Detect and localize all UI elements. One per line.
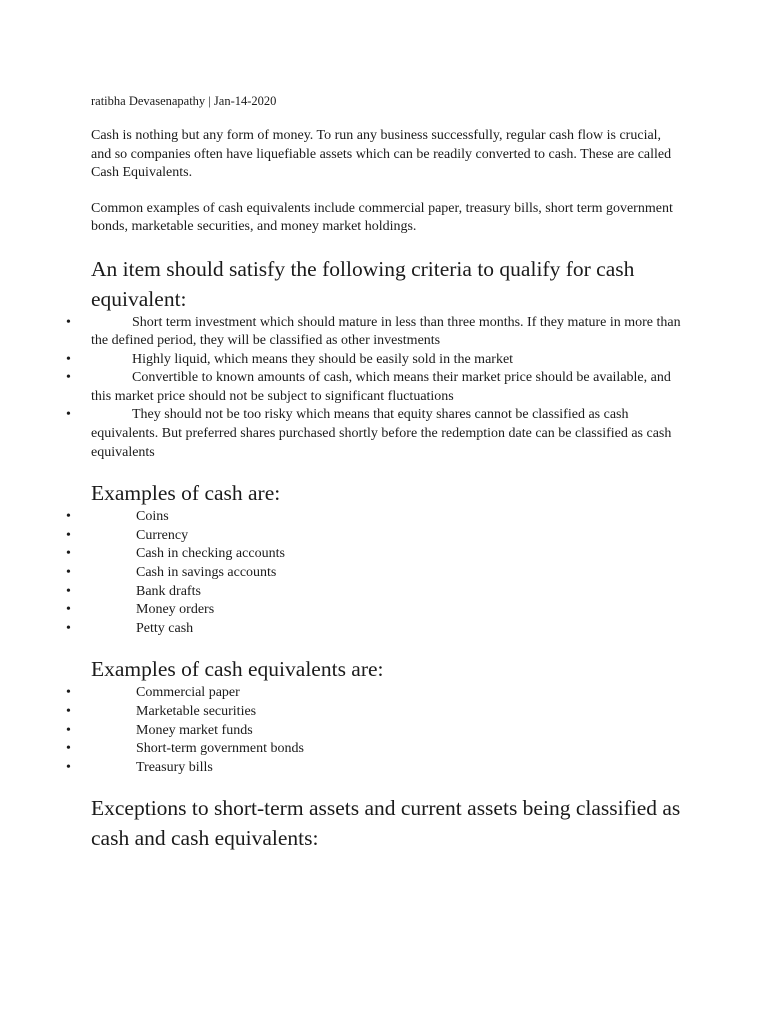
bullet-icon: • [66,759,71,775]
list-item-text: Money market funds [136,722,253,738]
cash-equivalents-list [66,684,681,777]
list-item [66,351,681,370]
list-item [66,406,681,462]
intro-paragraph-1: Cash is nothing but any form of money. To run any business successfully, regular cash flow is crucial, and so companies often have liquefiable assets which can be readily converted to cash. These are called Cash Equivalents. [91,128,672,180]
list-item-text: Short-term government bonds [136,741,304,757]
bullet-icon: • [66,509,71,525]
exceptions-heading: Exceptions to short-term assets and current assets being classified as cash and cash equivalents: [91,796,681,851]
list-item [66,703,681,722]
list-item [66,722,681,741]
list-item [66,314,681,351]
list-item-text: Coins [136,509,169,525]
bullet-icon: • [66,704,71,719]
cash-examples-heading: Examples of cash are: [91,481,281,506]
criteria-list [66,314,681,463]
list-item [66,369,681,406]
list-item [66,759,681,778]
list-item [66,601,681,620]
list-item [66,740,681,759]
list-item-text: Highly liquid, which means they should be easily sold in the market [132,351,514,367]
bullet-icon: • [66,407,71,423]
document-page [66,92,681,853]
bullet-icon: • [66,565,71,581]
list-item-text: Cash in checking accounts [136,546,285,562]
bullet-icon: • [66,620,71,636]
list-item-text: Marketable securities [136,704,257,719]
list-item [66,527,681,546]
bullet-icon: • [66,583,71,599]
bullet-icon: • [66,722,71,738]
bullet-icon: • [66,685,71,701]
list-item-text: Cash in savings accounts [136,565,277,581]
list-item-text: Petty cash [136,620,194,636]
intro-paragraph-2: Common examples of cash equivalents include commercial paper, treasury bills, short term government bonds, marketable securities, and money market holdings. [91,200,673,234]
list-item-text: Treasury bills [136,759,213,775]
bullet-icon: • [66,370,71,386]
cash-examples-list [66,508,681,638]
list-item [66,684,681,703]
list-item [66,545,681,564]
bullet-icon: • [66,314,71,330]
list-item-text: Bank drafts [136,583,201,599]
list-item [66,508,681,527]
list-item [66,583,681,602]
bullet-icon: • [66,602,71,618]
list-item-text: Currency [136,527,189,543]
list-item [66,564,681,583]
article-byline: ratibha Devasenapathy | Jan-14-2020 [91,94,277,108]
criteria-heading: An item should satisfy the following criteria to qualify for cash equivalent: [91,256,635,311]
list-item [66,620,681,639]
list-item-text: Convertible to known amounts of cash, which means their market price should be available, and this market price should not be subject to significant fluctuations [91,370,671,404]
bullet-icon: • [66,546,71,562]
list-item-text: Short term investment which should mature in less than three months. If they mature in more than the defined period, they will be classified as other investments [91,314,681,349]
bullet-icon: • [66,351,71,367]
bullet-icon: • [66,527,71,543]
list-item-text: Money orders [136,602,215,618]
list-item-text: Commercial paper [136,685,240,701]
list-item-text: They should not be too risky which means that equity shares cannot be classified as cash equivalents. But preferred shares purchased shortly before the redemption date can be classified as cash equivalents [91,407,672,460]
cash-equivalents-heading: Examples of cash equivalents are: [91,657,384,682]
bullet-icon: • [66,741,71,757]
